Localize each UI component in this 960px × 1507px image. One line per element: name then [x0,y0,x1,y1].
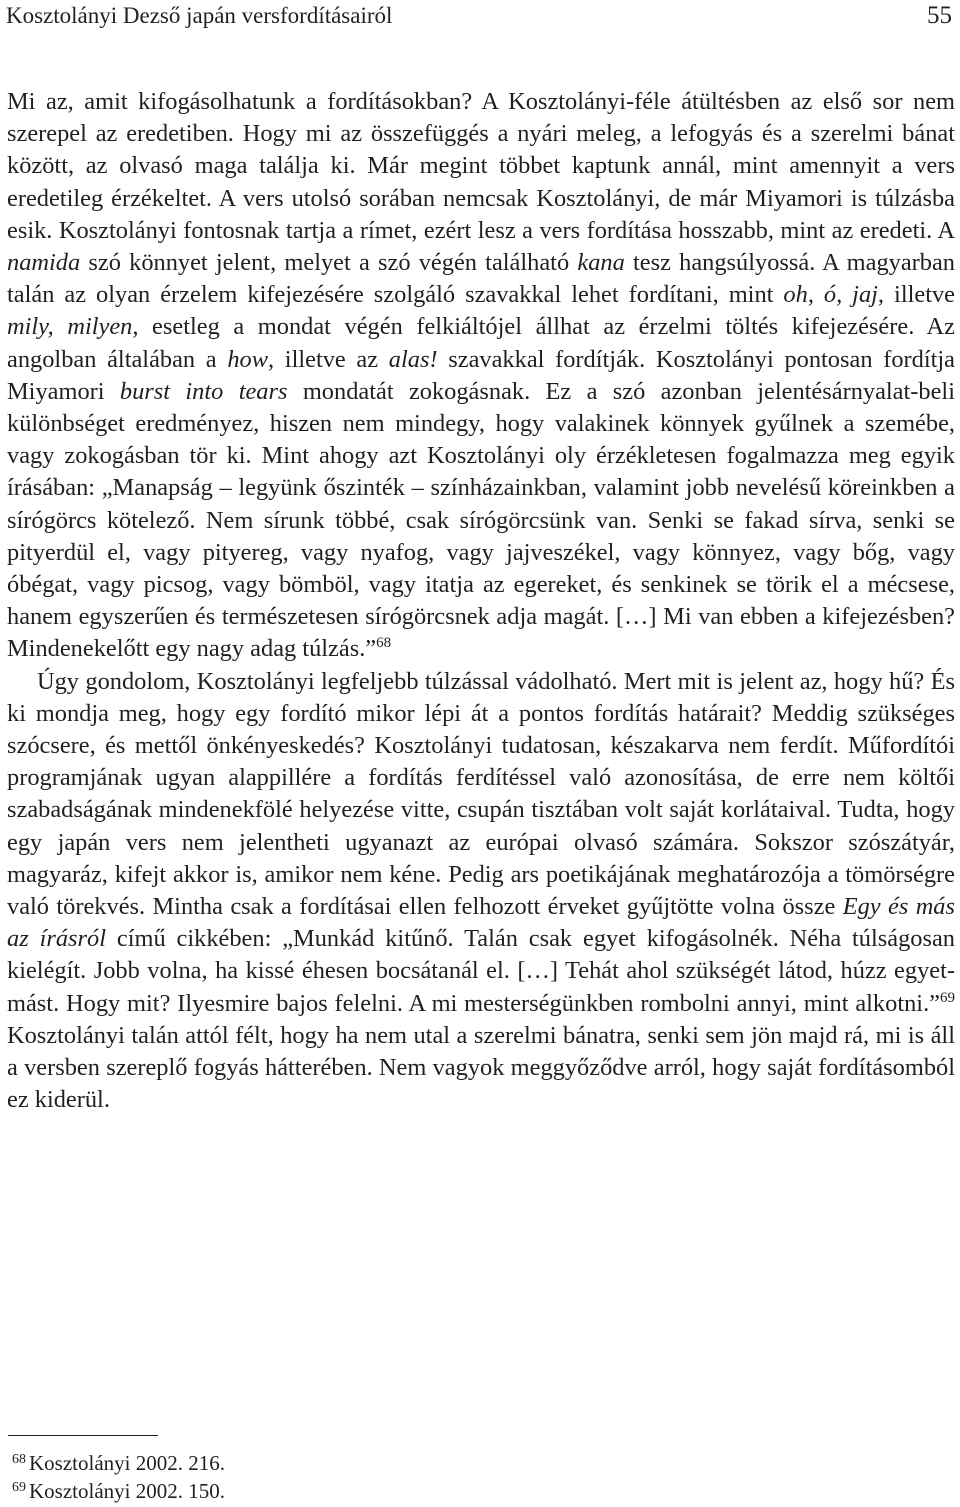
footnote-text: Kosztolányi 2002. 150. [29,1479,225,1503]
italic-run: burst into tears [119,377,288,405]
text-run: tesz hangsúlyossá. A magyarban talán az olyan érzelem kifejezésére szolgáló szavakkal lehet fordítani, mint [7,249,956,309]
italic-run: mily, milyen, [7,313,139,341]
footnote-ref: 68 [376,635,392,652]
footnote-68 [12,1449,225,1477]
text-run: illetve [884,281,955,309]
text-run: szó könnyet jelent, melyet a szó végén található [80,249,578,277]
italic-run: Egy és más az írásról [7,893,955,953]
paragraph-2 [7,666,955,1117]
text-run: Úgy gondolom, Kosztolányi legfeljebb túlzással vádolható. Mert mit is jelent az, hogy hű? És ki mondja meg, hogy egy fordító mikor lépi át a pontos fordítás határait? Meddig szükséges szócsere, és mettől önkényeskedés? Kosztolányi tudatosan, készakarva nem ferdít. Műfordítói programjának ugyan alappillére a fordítás ferdítéssel való azonosítása, de erre nem költői szabadságának mindenekfölé helyezése vitte, csupán tisztában volt saját korlátaival. Tudta, hogy egy japán vers nem jelentheti ugyanazt az európai olvasó számára. Sokszor szószátyár, magyaráz, kifejt akkor is, amikor nem kéne. Pedig ars poetikájának meghatározója a tömörségre való törekvés. Mintha csak a fordításai ellen felhozott érveket gyűjtötte volna össze [7,667,955,921]
text-run: mondatát zokogásnak. Ez a szó azonban jelentésárnyalat-beli különbséget eredményez, hiszen nem mindegy, hogy valakinek könnyek gyűlnek a szemébe, vagy zokogásban tör ki. Mint ahogy azt Kosztolányi oly érzékletesen fogalmazza meg egyik írásában: „Manapság – legyünk őszinték – színházainkban, valamint jobb nevelésű köreinkben a sírógörcs kötelező. Nem sírunk többé, csak sírógörcsünk van. Senki se fakad sírva, senki se pityerdül el, vagy pityereg, vagy nyafog, vagy jajveszékel, vagy könnyez, vagy bőg, vagy óbégat, vagy picsog, vagy bömböl, vagy itatja az egereket, és senkinek se törik el a mécsese, hanem egyszerűen és természetesen sírógörcsnek adja magát. […] Mi van ebben a kifejezésben? Mindenekelőtt egy nagy adag túlzás.” [7,377,955,663]
running-head [6,0,952,36]
paragraph-1 [7,86,955,666]
running-head-title: Kosztolányi Dezső japán versfordításairól [6,3,393,28]
body-text [7,86,955,1117]
footnote-number: 68 [12,1452,26,1467]
text-run: Mi az, amit kifogásolhatunk a fordításokban? A Kosztolányi-féle átültésben az első sor nem szerepel az eredetiben. Hogy mi az összefüggés a nyári meleg, a lefogyás és a szerelmi bánat között, az olvasó maga találja ki. Már megint többet kaptunk annál, mint amennyit a vers eredetileg érzékeltet. A vers utolsó sorában nemcsak Kosztolányi, de már Miyamori is túlzásba esik. Kosztolányi fontosnak tartja a rímet, ezért lesz a vers fordítása hosszabb, mint az eredeti. A [7,88,955,244]
italic-run: how [227,345,268,373]
footnote-text: Kosztolányi 2002. 216. [29,1451,225,1475]
footnotes [12,1449,225,1505]
text-run: , illetve az [268,345,389,373]
italic-run: namida [7,249,81,277]
footnote-number: 69 [12,1480,26,1495]
text-run: című cikkében: „Munkád kitűnő. Talán csak egyet kifogásolnék. Néha túlságosan kielégít. Jobb volna, ha kissé éhesen bocsátanál el. […] Tehát ahol szükségét látod, húzz egyet-mást. Hogy mit? Ilyesmire bajos felelni. A mi mesterségünkben rombolni annyi, mint alkotni.” [7,925,955,1017]
page-number: 55 [927,2,952,29]
text-run: Kosztolányi talán attól félt, hogy ha nem utal a szerelmi bánatra, senki sem jön majd rá, mi is áll a versben szereplő fogyás hátterében. Nem vagyok meggyőződve arról, hogy saját fordításomból ez kiderül. [7,1021,955,1114]
footnote-ref: 69 [940,989,955,1006]
italic-run: oh, ó, jaj, [783,281,885,309]
text-run: szavakkal fordítják. Kosztolányi pontosan fordítja Miyamori [7,345,955,405]
italic-run: kana [577,249,625,277]
italic-run: alas! [388,345,438,373]
footnote-69 [12,1477,225,1505]
footnote-separator [8,1435,158,1436]
text-run: esetleg a mondat végén felkiáltójel állhat az érzelmi töltés kifejezésére. Az angolban általában a [7,313,955,373]
